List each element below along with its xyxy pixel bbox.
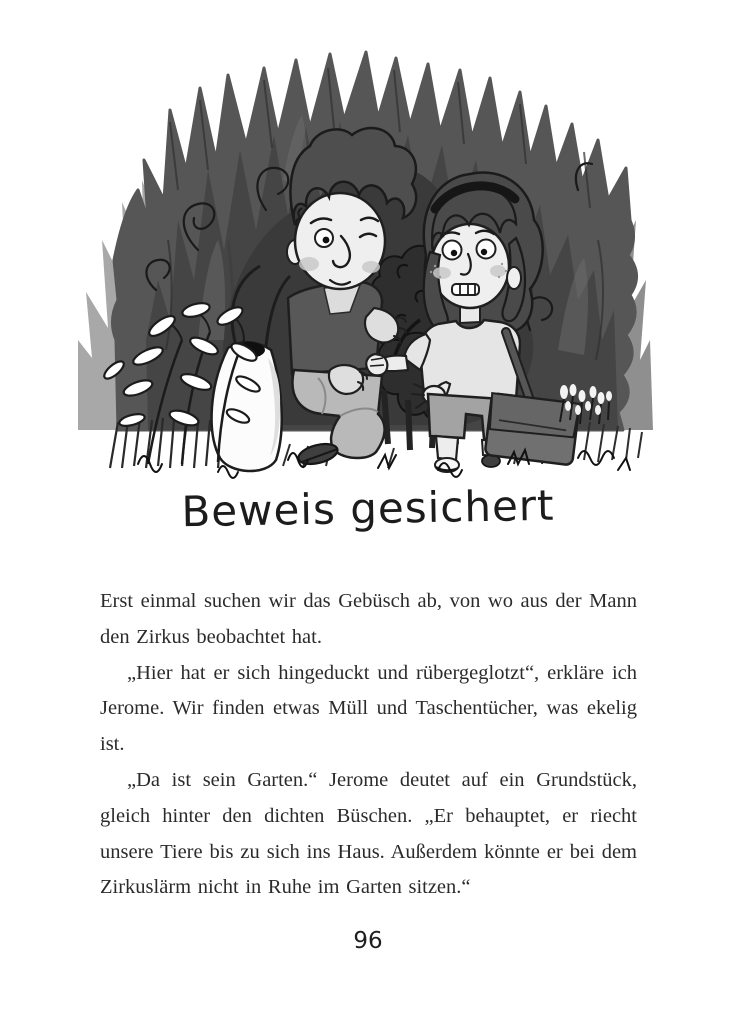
chapter-title: Beweis gesichert — [181, 480, 555, 537]
body-text — [100, 584, 637, 906]
paragraph-2: „Hier hat er sich hingeduckt und rübergeglotzt“, erkläre ich Jerome. Wir finden etwas Müll und Taschentücher, was ekelig ist. — [100, 661, 637, 756]
illustration-caption — [78, 482, 79, 483]
page-number: 96 — [353, 928, 383, 954]
paragraph-1: Erst einmal suchen wir das Gebüsch ab, von wo aus der Mann den Zirkus beobachtet hat. — [100, 590, 637, 648]
paragraph-3: „Da ist sein Garten.“ Jerome deutet auf ein Grundstück, gleich hinter den dichten Büschen. „Er behauptet, er riecht unsere Tiere bis zu sich ins Haus. Außerdem könnte er bei dem Zirkuslärm nicht in Ruhe im Garten sitzen.“ — [100, 768, 637, 899]
illustration — [78, 40, 658, 482]
